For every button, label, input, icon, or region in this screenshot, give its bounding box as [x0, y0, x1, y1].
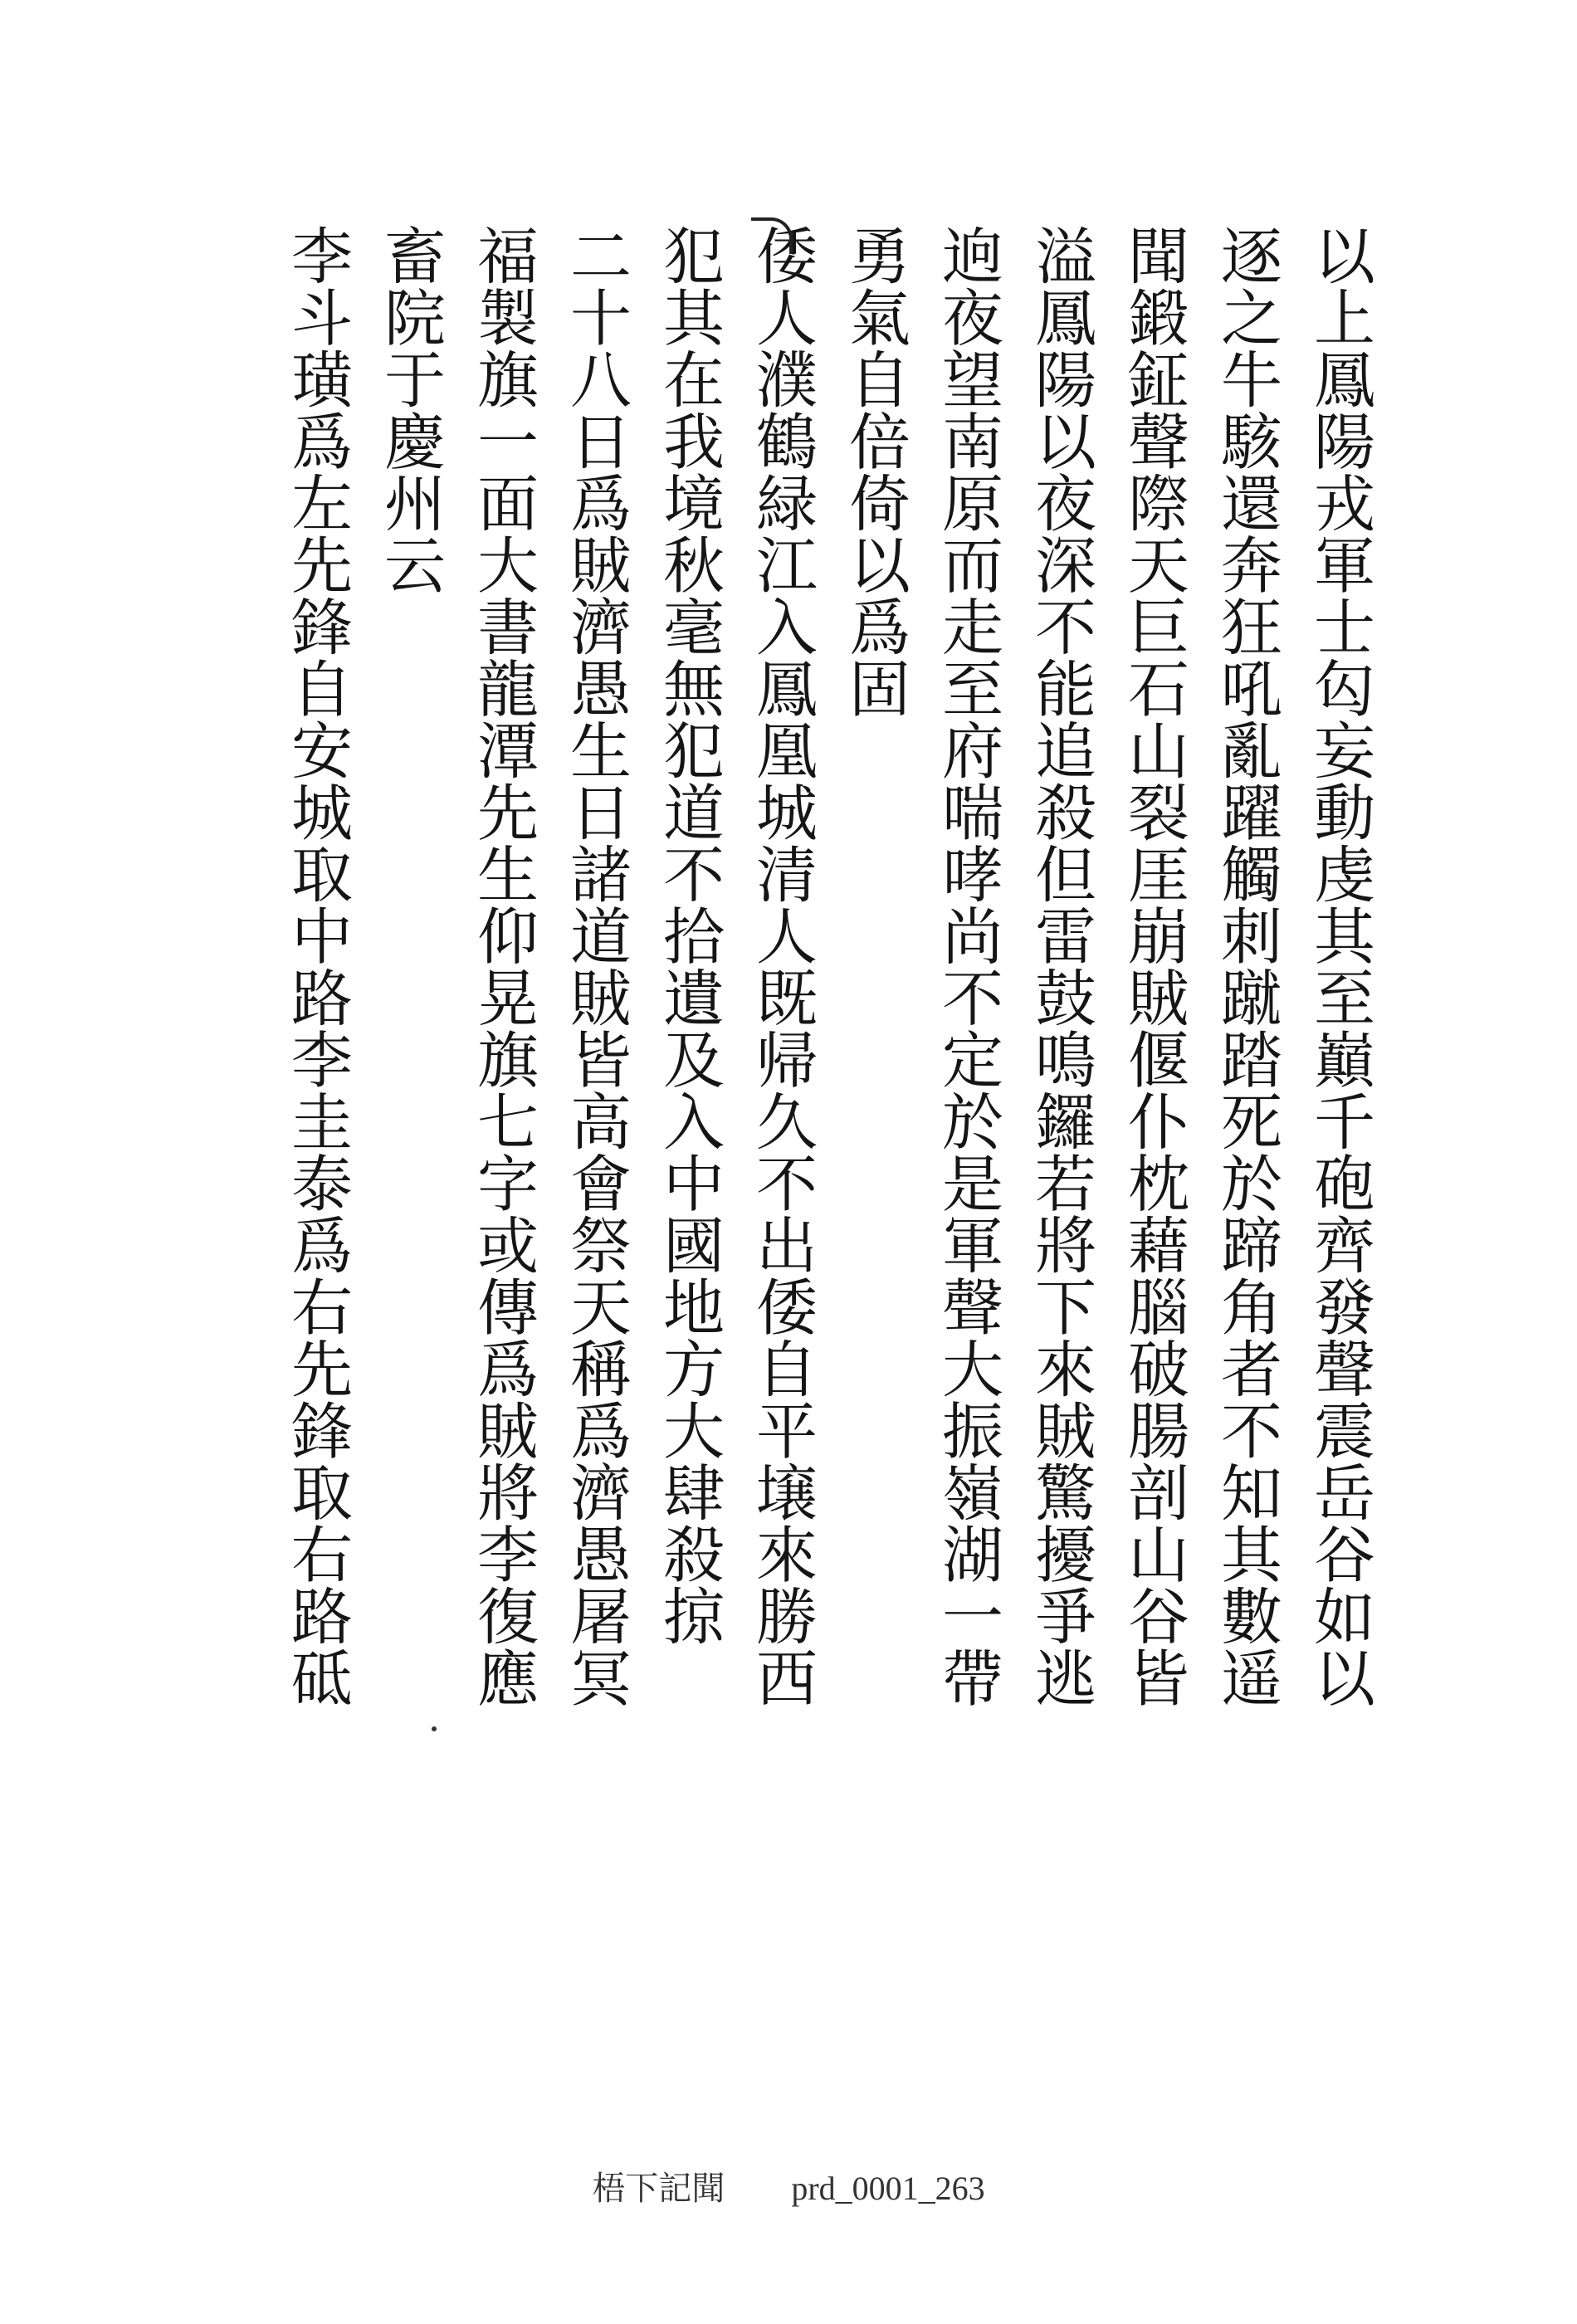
manuscript-column: 以上鳳陽戎軍士匃妄動虔其至巔千砲齊發聲震岳谷如以: [1304, 224, 1375, 1708]
manuscript-column: 畜院于慶州云: [374, 224, 446, 595]
section-bracket-mark: [751, 217, 793, 254]
manuscript-column: 逐之牛駭還奔狂吼亂躍觸刺蹴踏死於蹄角者不知其數遥: [1211, 224, 1282, 1708]
ink-speck: [432, 1726, 437, 1731]
page-footer: [0, 2162, 1577, 2209]
manuscript-text-block: [281, 224, 1386, 1851]
manuscript-column: 勇氣自倍倚以爲固: [839, 224, 911, 719]
book-title: 梧下記聞: [592, 2170, 725, 2207]
manuscript-column: 逈夜望南原而走至府喘哮尚不定於是軍聲大振嶺湖一帶: [932, 224, 1003, 1708]
manuscript-column: 溢鳳陽以夜深不能追殺但雷鼓鳴鑼若將下來賊驚擾爭逃: [1025, 224, 1096, 1708]
manuscript-column: 犯其在我境秋毫無犯道不拾遺及入中國地方大肆殺掠: [653, 224, 725, 1647]
manuscript-column: 聞鍛鉦聲際天巨石山裂厓崩賊偃仆枕藉腦破腸剖山谷皆: [1118, 224, 1189, 1708]
manuscript-column: 倭人濮鶴緑江入鳳凰城清人既帰久不出倭自平壌來勝西: [746, 224, 818, 1708]
manuscript-column: 二十八日爲賊濟愚生日諸道賊皆高會祭天稱爲濟愚屠冥: [560, 224, 632, 1708]
manuscript-column: 福製旗一面大書龍潭先生仰晃旗七字或傳爲賊將李復應: [467, 224, 539, 1708]
page-identifier: prd_0001_263: [791, 2170, 985, 2207]
manuscript-column: 李斗璜爲左先鋒自安城取中路李圭泰爲右先鋒取右路砥: [281, 224, 353, 1708]
